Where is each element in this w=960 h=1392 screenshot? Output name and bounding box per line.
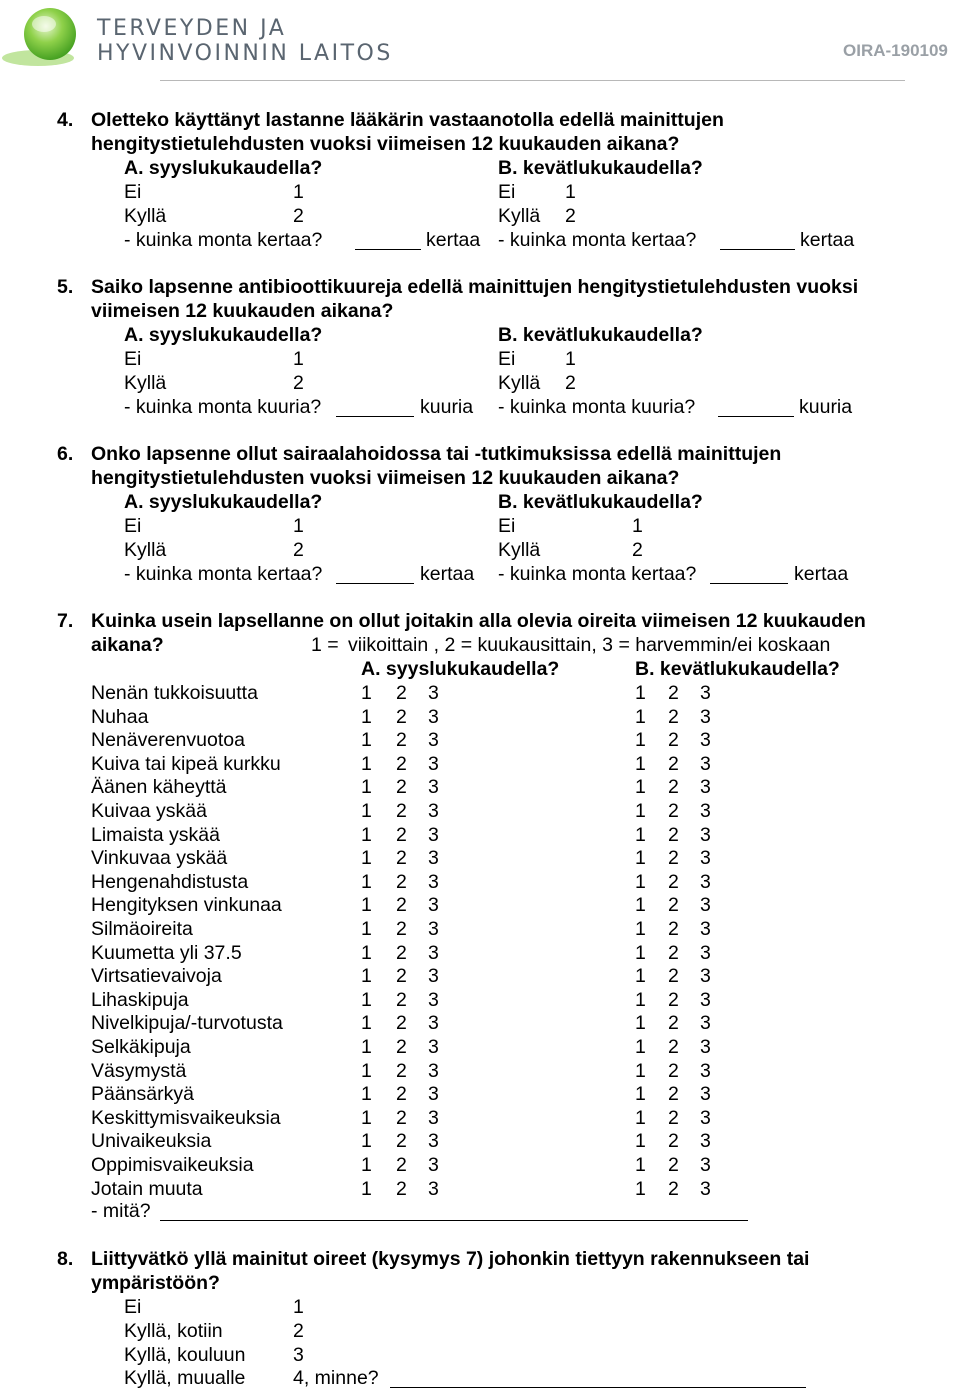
header-divider: [160, 80, 905, 81]
option-kylla-b-code[interactable]: 2: [565, 205, 576, 227]
unit-a: kertaa: [426, 229, 481, 251]
scale-option-b-3[interactable]: 3: [700, 942, 711, 964]
logo-line-1: TERVEYDEN JA: [97, 16, 287, 41]
scale-option-a-1[interactable]: 1: [361, 989, 372, 1011]
option-ei-a-code[interactable]: 1: [293, 515, 304, 537]
option-kylla-a: Kyllä: [124, 539, 167, 561]
scale-option-a-1[interactable]: 1: [361, 706, 372, 728]
column-b-heading: B. kevätlukukaudella?: [635, 658, 840, 680]
column-b-heading: B. kevätlukukaudella?: [498, 157, 703, 179]
scale-option-b-3[interactable]: 3: [700, 894, 711, 916]
option-ei-b: Ei: [498, 348, 516, 370]
option-ei: Ei: [124, 1296, 142, 1318]
scale-option-a-3[interactable]: 3: [428, 894, 439, 916]
symptom-label: Jotain muuta: [91, 1178, 203, 1200]
option-home: Kyllä, kotiin: [124, 1320, 223, 1342]
symptom-label: Hengityksen vinkunaa: [91, 894, 282, 916]
scale-option-a-2[interactable]: 2: [396, 894, 407, 916]
symptom-label: Hengenahdistusta: [91, 871, 249, 893]
scale-option-a-2[interactable]: 2: [396, 965, 407, 987]
scale-option-a-2[interactable]: 2: [396, 753, 407, 775]
option-kylla-b: Kyllä: [498, 205, 541, 227]
question-text-line-2: aikana?: [91, 634, 164, 656]
option-ei-b: Ei: [498, 515, 516, 537]
question-text-line-2: viimeisen 12 kuukauden aikana?: [91, 300, 394, 322]
scale-option-a-2[interactable]: 2: [396, 942, 407, 964]
scale-option-a-2[interactable]: 2: [396, 706, 407, 728]
scale-option-b-2[interactable]: 2: [668, 847, 679, 869]
scale-legend: viikoittain , 2 = kuukausittain, 3 = harvemmin/ei koskaan: [348, 634, 831, 656]
symptom-label: Limaista yskää: [91, 824, 220, 846]
scale-option-b-1[interactable]: 1: [635, 894, 646, 916]
option-school-code[interactable]: 3: [293, 1344, 304, 1366]
unit-b: kertaa: [794, 563, 849, 585]
scale-option-b-2[interactable]: 2: [668, 989, 679, 1011]
scale-option-a-1[interactable]: 1: [361, 682, 372, 704]
scale-option-a-2[interactable]: 2: [396, 1178, 407, 1200]
scale-option-b-1[interactable]: 1: [635, 942, 646, 964]
scale-option-a-3[interactable]: 3: [428, 989, 439, 1011]
option-elsewhere-code[interactable]: 4, minne?: [293, 1367, 379, 1389]
scale-option-a-1[interactable]: 1: [361, 894, 372, 916]
scale-option-b-2[interactable]: 2: [668, 1060, 679, 1082]
symptom-label: Vinkuvaa yskää: [91, 847, 228, 869]
scale-option-a-3[interactable]: 3: [428, 1012, 439, 1034]
scale-option-a-2[interactable]: 2: [396, 729, 407, 751]
scale-option-a-2[interactable]: 2: [396, 824, 407, 846]
scale-option-b-3[interactable]: 3: [700, 1012, 711, 1034]
scale-option-a-1[interactable]: 1: [361, 1012, 372, 1034]
logo-line-2: HYVINVOINNIN LAITOS: [97, 41, 393, 66]
scale-option-b-1[interactable]: 1: [635, 1083, 646, 1105]
scale-option-a-2[interactable]: 2: [396, 989, 407, 1011]
scale-option-a-1[interactable]: 1: [361, 1036, 372, 1058]
scale-option-a-3[interactable]: 3: [428, 1060, 439, 1082]
scale-option-a-1[interactable]: 1: [361, 753, 372, 775]
symptom-label: Äänen käheyttä: [91, 776, 227, 798]
scale-option-a-1[interactable]: 1: [361, 1130, 372, 1152]
scale-option-a-1[interactable]: 1: [361, 729, 372, 751]
how-many-b: - kuinka monta kertaa?: [498, 563, 697, 585]
scale-option-b-2[interactable]: 2: [668, 1083, 679, 1105]
option-ei-a-code[interactable]: 1: [293, 181, 304, 203]
scale-option-b-3[interactable]: 3: [700, 1107, 711, 1129]
scale-option-b-1[interactable]: 1: [635, 1036, 646, 1058]
symptom-label: Nivelkipuja/-turvotusta: [91, 1012, 283, 1034]
answer-blank-a[interactable]: [355, 233, 421, 250]
scale-option-b-3[interactable]: 3: [700, 776, 711, 798]
scale-option-a-3[interactable]: 3: [428, 1154, 439, 1176]
scale-option-a-3[interactable]: 3: [428, 776, 439, 798]
option-ei-b-code[interactable]: 1: [565, 348, 576, 370]
scale-option-a-2[interactable]: 2: [396, 847, 407, 869]
scale-option-b-1[interactable]: 1: [635, 800, 646, 822]
scale-option-b-2[interactable]: 2: [668, 1154, 679, 1176]
symptom-label: Oppimisvaikeuksia: [91, 1154, 254, 1176]
question-text-line-2: hengitystietulehdusten vuoksi viimeisen 12 kuukauden aikana?: [91, 133, 680, 155]
answer-blank-b[interactable]: [710, 567, 788, 584]
column-b-heading: B. kevätlukukaudella?: [498, 491, 703, 513]
scale-option-a-2[interactable]: 2: [396, 1130, 407, 1152]
scale-option-b-2[interactable]: 2: [668, 706, 679, 728]
scale-option-b-2[interactable]: 2: [668, 871, 679, 893]
scale-option-a-3[interactable]: 3: [428, 682, 439, 704]
option-kylla-b-code[interactable]: 2: [565, 372, 576, 394]
column-a-heading: A. syyslukukaudella?: [124, 157, 323, 179]
symptom-label: Silmäoireita: [91, 918, 193, 940]
scale-option-b-2[interactable]: 2: [668, 729, 679, 751]
option-ei-a: Ei: [124, 348, 142, 370]
question-text-line-2: hengitystietulehdusten vuoksi viimeisen 12 kuukauden aikana?: [91, 467, 680, 489]
option-ei-a: Ei: [124, 515, 142, 537]
scale-option-b-1[interactable]: 1: [635, 918, 646, 940]
scale-option-b-1[interactable]: 1: [635, 1178, 646, 1200]
question-text-line-1: Liittyvätkö yllä mainitut oireet (kysymys 7) johonkin tiettyyn rakennukseen tai: [91, 1248, 810, 1270]
scale-option-a-3[interactable]: 3: [428, 1178, 439, 1200]
symptom-label: Lihaskipuja: [91, 989, 189, 1011]
scale-option-b-1[interactable]: 1: [635, 1154, 646, 1176]
scale-option-b-3[interactable]: 3: [700, 1060, 711, 1082]
scale-option-a-2[interactable]: 2: [396, 871, 407, 893]
answer-blank-a[interactable]: [336, 567, 414, 584]
symptom-label: Nenän tukkoisuutta: [91, 682, 258, 704]
scale-option-b-3[interactable]: 3: [700, 871, 711, 893]
scale-option-b-3[interactable]: 3: [700, 965, 711, 987]
scale-option-b-3[interactable]: 3: [700, 1130, 711, 1152]
other-symptom-blank[interactable]: [160, 1204, 748, 1221]
scale-option-b-3[interactable]: 3: [700, 847, 711, 869]
answer-blank-b[interactable]: [720, 233, 795, 250]
scale-option-a-2[interactable]: 2: [396, 1107, 407, 1129]
scale-option-b-3[interactable]: 3: [700, 824, 711, 846]
scale-option-b-1[interactable]: 1: [635, 1107, 646, 1129]
unit-b: kuuria: [799, 396, 853, 418]
answer-blank-b[interactable]: [718, 400, 794, 417]
how-many-a: - kuinka monta kertaa?: [124, 563, 323, 585]
scale-option-b-1[interactable]: 1: [635, 1012, 646, 1034]
scale-option-a-1[interactable]: 1: [361, 1107, 372, 1129]
scale-option-a-3[interactable]: 3: [428, 753, 439, 775]
option-kylla-b: Kyllä: [498, 372, 541, 394]
scale-option-a-1[interactable]: 1: [361, 918, 372, 940]
option-ei-b-code[interactable]: 1: [632, 515, 643, 537]
scale-option-b-1[interactable]: 1: [635, 847, 646, 869]
scale-option-b-1[interactable]: 1: [635, 753, 646, 775]
question-text-line-1: Oletteko käyttänyt lastanne lääkärin vastaanotolla edellä mainittujen: [91, 109, 724, 131]
symptom-label: Nenäverenvuotoa: [91, 729, 245, 751]
scale-option-b-3[interactable]: 3: [700, 989, 711, 1011]
scale-option-b-3[interactable]: 3: [700, 729, 711, 751]
column-b-heading: B. kevätlukukaudella?: [498, 324, 703, 346]
symptom-label: Kuivaa yskää: [91, 800, 207, 822]
scale-option-a-1[interactable]: 1: [361, 871, 372, 893]
option-ei-a: Ei: [124, 181, 142, 203]
scale-option-a-3[interactable]: 3: [428, 1107, 439, 1129]
scale-option-a-2[interactable]: 2: [396, 1154, 407, 1176]
scale-option-a-3[interactable]: 3: [428, 729, 439, 751]
scale-option-a-3[interactable]: 3: [428, 965, 439, 987]
unit-b: kertaa: [800, 229, 855, 251]
scale-option-b-1[interactable]: 1: [635, 965, 646, 987]
symptom-label: Nuhaa: [91, 706, 149, 728]
scale-option-b-2[interactable]: 2: [668, 682, 679, 704]
how-many-b: - kuinka monta kuuria?: [498, 396, 696, 418]
scale-option-b-1[interactable]: 1: [635, 824, 646, 846]
question-text-line-1: Kuinka usein lapsellanne on ollut joitakin alla olevia oireita viimeisen 12 kuukauden: [91, 610, 866, 632]
scale-option-b-2[interactable]: 2: [668, 965, 679, 987]
option-kylla-a-code[interactable]: 2: [293, 539, 304, 561]
how-many-b: - kuinka monta kertaa?: [498, 229, 697, 251]
column-a-heading: A. syyslukukaudella?: [361, 658, 560, 680]
scale-option-a-3[interactable]: 3: [428, 1036, 439, 1058]
scale-option-b-3[interactable]: 3: [700, 1083, 711, 1105]
scale-option-b-2[interactable]: 2: [668, 776, 679, 798]
scale-option-b-2[interactable]: 2: [668, 942, 679, 964]
scale-option-a-2[interactable]: 2: [396, 776, 407, 798]
scale-option-b-3[interactable]: 3: [700, 1178, 711, 1200]
scale-option-a-1[interactable]: 1: [361, 1083, 372, 1105]
scale-option-b-3[interactable]: 3: [700, 682, 711, 704]
scale-option-a-1[interactable]: 1: [361, 942, 372, 964]
scale-option-a-2[interactable]: 2: [396, 1012, 407, 1034]
scale-option-b-3[interactable]: 3: [700, 753, 711, 775]
scale-option-b-3[interactable]: 3: [700, 800, 711, 822]
scale-option-a-1[interactable]: 1: [361, 800, 372, 822]
scale-option-b-1[interactable]: 1: [635, 776, 646, 798]
scale-option-a-1[interactable]: 1: [361, 1178, 372, 1200]
symptom-label: Keskittymisvaikeuksia: [91, 1107, 281, 1129]
other-symptom-label: - mitä?: [91, 1200, 151, 1222]
option-ei-b: Ei: [498, 181, 516, 203]
option-kylla-b: Kyllä: [498, 539, 541, 561]
question-number: 7.: [57, 610, 74, 632]
scale-option-a-1[interactable]: 1: [361, 1154, 372, 1176]
scale-option-a-1[interactable]: 1: [361, 824, 372, 846]
question-text-line-1: Saiko lapsenne antibioottikuureja edellä mainittujen hengitystietulehdusten vuoksi: [91, 276, 859, 298]
scale-option-b-2[interactable]: 2: [668, 800, 679, 822]
symptom-label: Väsymystä: [91, 1060, 187, 1082]
column-a-heading: A. syyslukukaudella?: [124, 491, 323, 513]
scale-option-a-1[interactable]: 1: [361, 965, 372, 987]
unit-a: kertaa: [420, 563, 475, 585]
option-home-code[interactable]: 2: [293, 1320, 304, 1342]
option-kylla-a-code[interactable]: 2: [293, 372, 304, 394]
option-ei-code[interactable]: 1: [293, 1296, 304, 1318]
scale-option-b-1[interactable]: 1: [635, 871, 646, 893]
scale-option-b-2[interactable]: 2: [668, 824, 679, 846]
scale-option-a-1[interactable]: 1: [361, 847, 372, 869]
thl-logo-icon: [0, 0, 90, 72]
scale-option-a-2[interactable]: 2: [396, 800, 407, 822]
scale-option-b-2[interactable]: 2: [668, 1130, 679, 1152]
scale-option-a-3[interactable]: 3: [428, 824, 439, 846]
scale-option-b-2[interactable]: 2: [668, 1036, 679, 1058]
scale-option-b-1[interactable]: 1: [635, 729, 646, 751]
scale-option-b-1[interactable]: 1: [635, 1060, 646, 1082]
scale-option-b-3[interactable]: 3: [700, 1036, 711, 1058]
option-elsewhere: Kyllä, muualle: [124, 1367, 246, 1389]
option-kylla-a: Kyllä: [124, 205, 167, 227]
symptom-label: Virtsatievaivoja: [91, 965, 222, 987]
symptom-label: Selkäkipuja: [91, 1036, 191, 1058]
scale-option-b-2[interactable]: 2: [668, 753, 679, 775]
scale-option-a-2[interactable]: 2: [396, 1036, 407, 1058]
question-number: 6.: [57, 443, 74, 465]
column-a-heading: A. syyslukukaudella?: [124, 324, 323, 346]
option-kylla-b-code[interactable]: 2: [632, 539, 643, 561]
scale-option-a-3[interactable]: 3: [428, 1083, 439, 1105]
option-ei-a-code[interactable]: 1: [293, 348, 304, 370]
symptom-label: Kuumetta yli 37.5: [91, 942, 242, 964]
scale-option-a-3[interactable]: 3: [428, 871, 439, 893]
unit-a: kuuria: [420, 396, 474, 418]
scale-option-a-1[interactable]: 1: [361, 776, 372, 798]
scale-key: 1 =: [311, 634, 339, 656]
scale-option-a-2[interactable]: 2: [396, 1083, 407, 1105]
document-id: OIRA-190109: [843, 41, 948, 60]
scale-option-b-3[interactable]: 3: [700, 918, 711, 940]
scale-option-a-3[interactable]: 3: [428, 1130, 439, 1152]
scale-option-b-1[interactable]: 1: [635, 706, 646, 728]
scale-option-b-1[interactable]: 1: [635, 1130, 646, 1152]
question-text-line-1: Onko lapsenne ollut sairaalahoidossa tai -tutkimuksissa edellä mainittujen: [91, 443, 782, 465]
scale-option-b-3[interactable]: 3: [700, 1154, 711, 1176]
scale-option-b-2[interactable]: 2: [668, 1107, 679, 1129]
how-many-a: - kuinka monta kuuria?: [124, 396, 322, 418]
how-many-a: - kuinka monta kertaa?: [124, 229, 323, 251]
scale-option-a-3[interactable]: 3: [428, 847, 439, 869]
symptom-label: Kuiva tai kipeä kurkku: [91, 753, 281, 775]
option-school: Kyllä, kouluun: [124, 1344, 246, 1366]
scale-option-b-1[interactable]: 1: [635, 682, 646, 704]
question-number: 5.: [57, 276, 74, 298]
scale-option-b-2[interactable]: 2: [668, 1012, 679, 1034]
scale-option-b-2[interactable]: 2: [668, 894, 679, 916]
scale-option-a-2[interactable]: 2: [396, 918, 407, 940]
elsewhere-blank[interactable]: [390, 1371, 806, 1388]
scale-option-a-2[interactable]: 2: [396, 682, 407, 704]
scale-option-a-1[interactable]: 1: [361, 1060, 372, 1082]
symptom-label: Päänsärkyä: [91, 1083, 194, 1105]
scale-option-a-3[interactable]: 3: [428, 942, 439, 964]
answer-blank-a[interactable]: [336, 400, 414, 417]
option-kylla-a: Kyllä: [124, 372, 167, 394]
scale-option-a-2[interactable]: 2: [396, 1060, 407, 1082]
scale-option-b-1[interactable]: 1: [635, 989, 646, 1011]
scale-option-b-2[interactable]: 2: [668, 918, 679, 940]
question-number: 4.: [57, 109, 74, 131]
scale-option-b-2[interactable]: 2: [668, 1178, 679, 1200]
scale-option-a-3[interactable]: 3: [428, 706, 439, 728]
option-ei-b-code[interactable]: 1: [565, 181, 576, 203]
scale-option-b-3[interactable]: 3: [700, 706, 711, 728]
question-number: 8.: [57, 1248, 74, 1270]
scale-option-a-3[interactable]: 3: [428, 918, 439, 940]
scale-option-a-3[interactable]: 3: [428, 800, 439, 822]
symptom-label: Univaikeuksia: [91, 1130, 212, 1152]
option-kylla-a-code[interactable]: 2: [293, 205, 304, 227]
question-text-line-2: ympäristöön?: [91, 1272, 220, 1294]
